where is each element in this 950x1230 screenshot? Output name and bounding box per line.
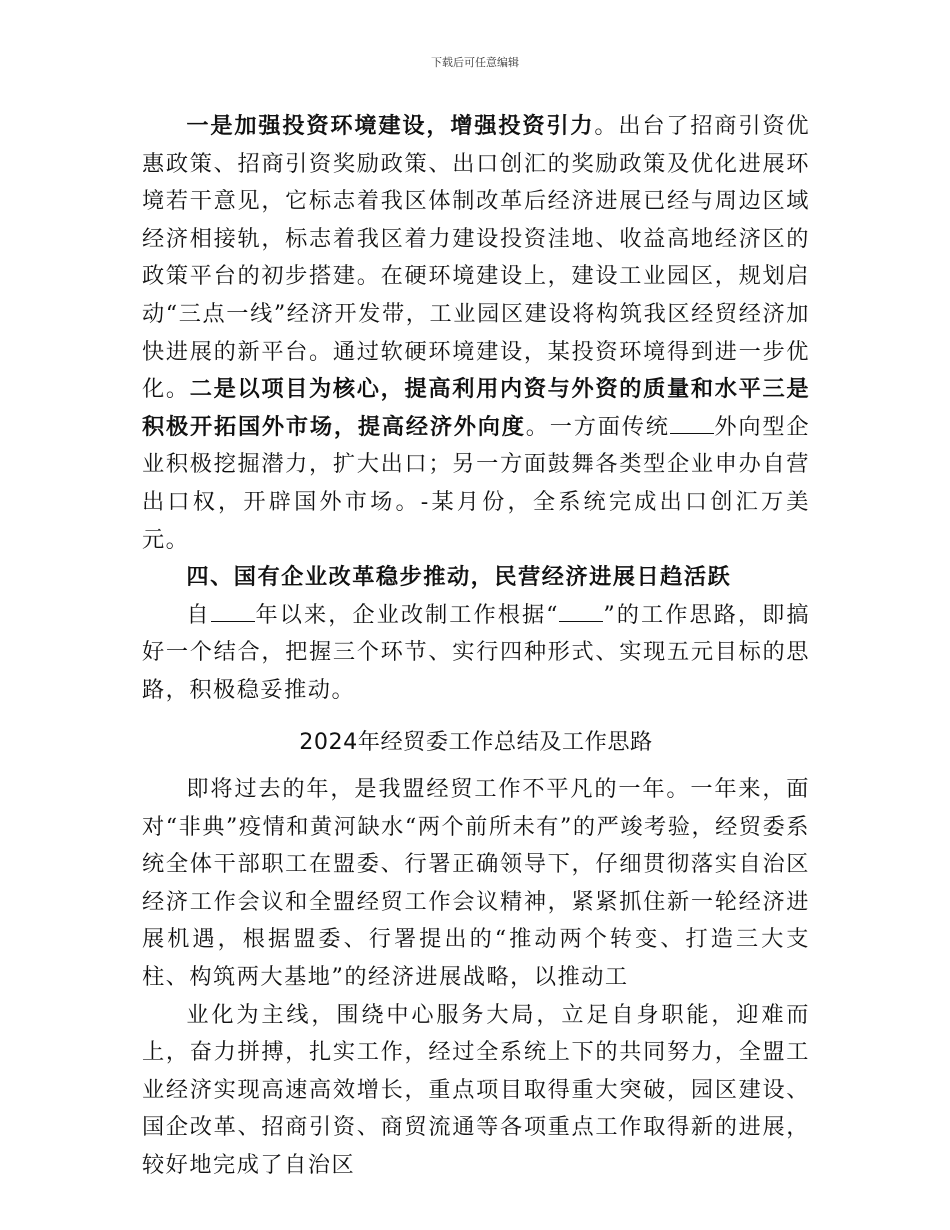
paragraph-continued: 业化为主线，围绕中心服务大局，立足自身职能，迎难而上，奋力拼搏，扎实工作，经过全系统上下的共同努力，全盟工业经济实现高速高效增长，重点项目取得重大突破，园区建设、国企改革、招商引资、商贸流通等各项重点工作取得新的进展，较好地完成了自治区: [142, 1001, 810, 1179]
section-heading-four: 四、国有企业改革稳步推动，民营经济进展日趋活跃: [186, 564, 732, 591]
paragraph-text: 自: [186, 601, 211, 628]
blank-line: [559, 599, 603, 622]
bold-heading-two-three: 二是以项目为核心，提高利用内资与外资的质量和水平三是积极开拓国外市场，提高经济外向度: [142, 376, 811, 440]
paragraph-text: 。出台了招商引资优惠政策、招商引资奖励政策、出口创汇的奖励政策及优化进展环境若干意见，它标志着我区体制改革后经济进展已经与周边区域经济相接轨，标志着我区着力建设投资洼地、收益高地经济区的政策平台的初步搭建。在硬环境建设上，建设工业园区，规划启动“三点一线”经济开发带，工业园区建设将构筑我区经贸经济加快进展的新平台。通过软硬环境建设，某投资环境得到进一步优化。: [142, 113, 811, 403]
page-header: 下载后可任意编辑: [431, 56, 519, 69]
paragraph-reform: [142, 597, 810, 710]
paragraph-text: 外向型企业积极挖掘潜力，扩大出口；另一方面鼓舞各类型企业申办自营出口权，开辟国外市场。-某月份，全系统完成出口创汇万美元。: [142, 413, 811, 553]
bold-heading-one: 一是加强投资环境建设，增强投资引力: [186, 113, 595, 139]
paragraph-text: ”的工作思路，即搞好一个结合，把握三个环节、实行四种形式、实现五元目标的思路，积极稳妥推动。: [142, 601, 811, 703]
blank-line: [670, 411, 714, 434]
paragraph-text: 年以来，企业改制工作根据“: [255, 601, 560, 628]
blank-line: [211, 599, 255, 622]
paragraph-intro: 即将过去的年，是我盟经贸工作不平凡的一年。一年来，面对“非典”疫情和黄河缺水“两个前所未有”的严竣考验，经贸委系统全体干部职工在盟委、行署正确领导下，仔细贯彻落实自治区经济工作会议和全盟经贸工作会议精神，紧紧抓住新一轮经济进展机遇，根据盟委、行署提出的“推动两个转变、打造三大支柱、构筑两大基地”的经济进展战略，以推动工: [142, 776, 810, 991]
document-body: [142, 108, 810, 1185]
document-title: 2024年经贸委工作总结及工作思路: [299, 728, 653, 755]
paragraph-text: 。一方面传统: [525, 413, 670, 440]
paragraph-investment: [142, 108, 810, 559]
